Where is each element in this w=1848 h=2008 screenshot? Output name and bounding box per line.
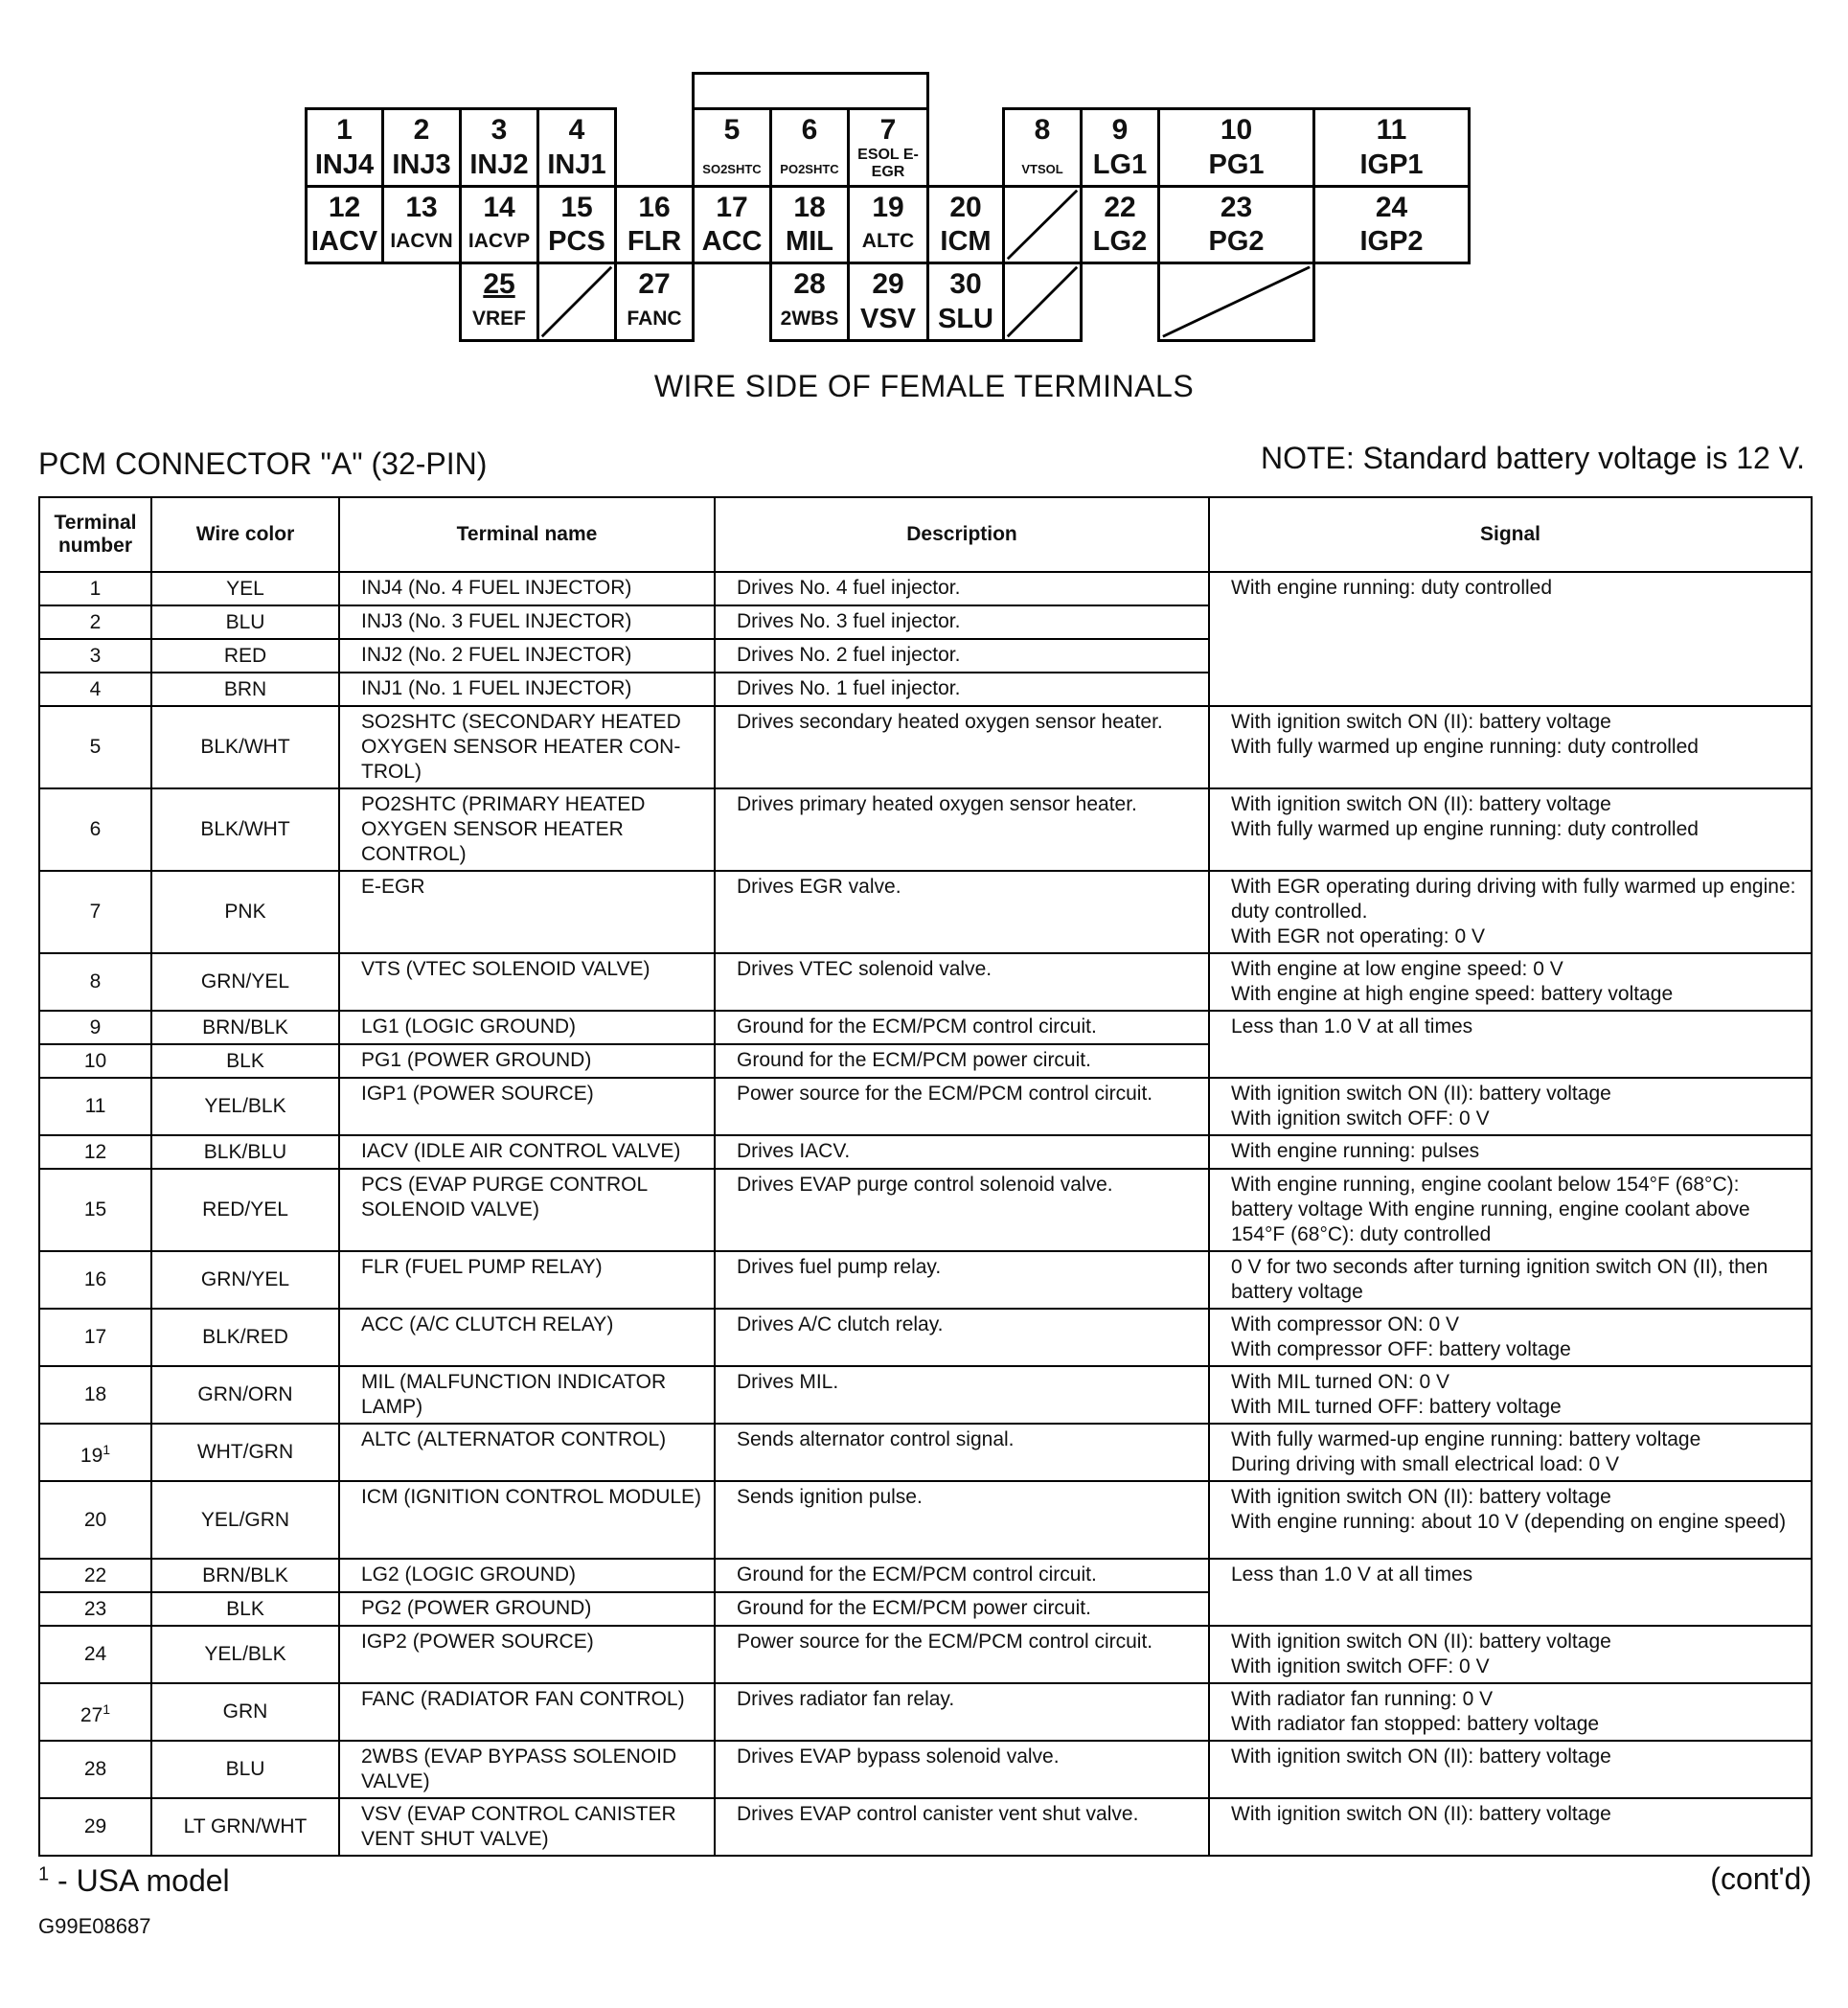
cell-terminal-name: LG2 (LOGIC GROUND) bbox=[339, 1559, 715, 1592]
cell-signal bbox=[1209, 953, 1812, 1011]
signal-line: With compressor ON: 0 V bbox=[1231, 1313, 1460, 1335]
cell-wire-color: GRN bbox=[151, 1683, 339, 1741]
table-row bbox=[39, 1078, 1812, 1135]
cell-terminal-number bbox=[39, 1011, 151, 1044]
table-row bbox=[39, 1011, 1812, 1044]
pin-26-unused bbox=[536, 262, 617, 342]
cell-signal bbox=[1209, 1011, 1812, 1078]
cell-terminal-number bbox=[39, 1559, 151, 1592]
cell-description: Drives No. 2 fuel injector. bbox=[715, 639, 1209, 673]
cell-description: Drives No. 3 fuel injector. bbox=[715, 605, 1209, 639]
terminal-number-value: 29 bbox=[83, 1815, 107, 1837]
cell-wire-color: YEL/GRN bbox=[151, 1481, 339, 1559]
connector-title: PCM CONNECTOR "A" (32-PIN) bbox=[38, 446, 488, 481]
cell-description: Drives primary heated oxygen sensor heater. bbox=[715, 788, 1209, 871]
pin-20: 20 ICM bbox=[926, 185, 1005, 264]
signal-line: Less than 1.0 V at all times bbox=[1231, 1015, 1473, 1038]
cell-wire-color: BLK/WHT bbox=[151, 788, 339, 871]
terminal-table bbox=[38, 496, 1813, 1857]
cell-signal bbox=[1209, 1683, 1812, 1741]
signal-line: With engine at low engine speed: 0 V bbox=[1231, 958, 1563, 980]
signal-line: With MIL turned OFF: battery voltage bbox=[1231, 1396, 1562, 1418]
terminal-number-value: 19 bbox=[80, 1444, 103, 1467]
signal-line: With EGR operating during driving with fully warmed up engine: duty controlled. bbox=[1231, 876, 1796, 923]
cell-terminal-number bbox=[39, 1741, 151, 1798]
terminal-number-value: 11 bbox=[84, 1095, 106, 1117]
cell-terminal-number bbox=[39, 1798, 151, 1856]
pin-18: 18 MIL bbox=[769, 185, 850, 264]
pin-14: 14 IACVP bbox=[459, 185, 539, 264]
signal-line: With fully warmed up engine running: duty controlled bbox=[1231, 818, 1699, 840]
cell-signal bbox=[1209, 1078, 1812, 1135]
pin-27: 27 FANC bbox=[614, 262, 695, 342]
table-row bbox=[39, 1135, 1812, 1169]
cell-signal bbox=[1209, 871, 1812, 953]
cell-wire-color: PNK bbox=[151, 871, 339, 953]
pin-23: 23 PG2 bbox=[1157, 185, 1315, 264]
pin-32-unused bbox=[1157, 262, 1315, 342]
cell-terminal-number bbox=[39, 1169, 151, 1251]
pin-25: 25 VREF bbox=[459, 262, 539, 342]
cell-description: Sends alternator control signal. bbox=[715, 1424, 1209, 1481]
pin-9: 9 LG1 bbox=[1080, 107, 1160, 188]
cell-terminal-number bbox=[39, 1251, 151, 1309]
continued-label: (cont'd) bbox=[1710, 1861, 1812, 1896]
signal-line: With ignition switch OFF: 0 V bbox=[1231, 1107, 1490, 1130]
cell-description: Drives No. 1 fuel injector. bbox=[715, 673, 1209, 706]
terminal-number-value: 6 bbox=[89, 818, 102, 840]
cell-terminal-name: SO2SHTC (SECONDARY HEATED OXYGEN SENSOR HEATER CON- TROL) bbox=[339, 706, 715, 788]
cell-description: Drives radiator fan relay. bbox=[715, 1683, 1209, 1741]
pin-6: 6 PO2SHTC bbox=[769, 107, 850, 188]
cell-terminal-number bbox=[39, 673, 151, 706]
cell-terminal-number bbox=[39, 1481, 151, 1559]
pin-22: 22 LG2 bbox=[1080, 185, 1160, 264]
cell-terminal-name: E-EGR bbox=[339, 871, 715, 953]
pin-29: 29 VSV bbox=[847, 262, 929, 342]
signal-line: With radiator fan running: 0 V bbox=[1231, 1688, 1494, 1710]
signal-line: With ignition switch ON (II): battery voltage bbox=[1231, 1486, 1611, 1508]
cell-description: Power source for the ECM/PCM control circuit. bbox=[715, 1078, 1209, 1135]
terminal-number-value: 18 bbox=[83, 1383, 107, 1405]
cell-terminal-name: PCS (EVAP PURGE CONTROL SOLENOID VALVE) bbox=[339, 1169, 715, 1251]
cell-terminal-number bbox=[39, 871, 151, 953]
cell-terminal-name: IGP2 (POWER SOURCE) bbox=[339, 1626, 715, 1683]
cell-wire-color: BRN/BLK bbox=[151, 1559, 339, 1592]
pin-31-unused bbox=[1002, 262, 1083, 342]
cell-description: Drives EGR valve. bbox=[715, 871, 1209, 953]
signal-line: With EGR not operating: 0 V bbox=[1231, 925, 1485, 947]
table-row bbox=[39, 1366, 1812, 1424]
terminal-number-value: 7 bbox=[89, 901, 102, 923]
header-terminal-name: Terminal name bbox=[339, 497, 715, 572]
cell-description: Drives EVAP purge control solenoid valve. bbox=[715, 1169, 1209, 1251]
cell-description: Drives IACV. bbox=[715, 1135, 1209, 1169]
cell-terminal-number bbox=[39, 953, 151, 1011]
pin-30: 30 SLU bbox=[926, 262, 1005, 342]
cell-description: Drives VTEC solenoid valve. bbox=[715, 953, 1209, 1011]
signal-line: With ignition switch OFF: 0 V bbox=[1231, 1655, 1490, 1677]
terminal-number-value: 2 bbox=[89, 610, 102, 633]
cell-terminal-name: VSV (EVAP CONTROL CANISTER VENT SHUT VALVE) bbox=[339, 1798, 715, 1856]
cell-signal bbox=[1209, 788, 1812, 871]
cell-terminal-name: FANC (RADIATOR FAN CONTROL) bbox=[339, 1683, 715, 1741]
pin-15: 15 PCS bbox=[536, 185, 617, 264]
terminal-number-value: 4 bbox=[89, 677, 102, 700]
cell-terminal-name: LG1 (LOGIC GROUND) bbox=[339, 1011, 715, 1044]
cell-terminal-name: ACC (A/C CLUTCH RELAY) bbox=[339, 1309, 715, 1366]
cell-terminal-name: IACV (IDLE AIR CONTROL VALVE) bbox=[339, 1135, 715, 1169]
cell-description: Drives EVAP control canister vent shut valve. bbox=[715, 1798, 1209, 1856]
cell-terminal-number bbox=[39, 1366, 151, 1424]
cell-terminal-number bbox=[39, 1078, 151, 1135]
cell-description: Ground for the ECM/PCM power circuit. bbox=[715, 1592, 1209, 1626]
connector-diagram bbox=[0, 0, 1848, 403]
signal-line: Less than 1.0 V at all times bbox=[1231, 1563, 1473, 1586]
cell-description: Sends ignition pulse. bbox=[715, 1481, 1209, 1559]
signal-line: With engine running: duty controlled bbox=[1231, 577, 1553, 599]
cell-description: Drives A/C clutch relay. bbox=[715, 1309, 1209, 1366]
pin-5: 5 SO2SHTC bbox=[692, 107, 772, 188]
terminal-number-value: 20 bbox=[83, 1508, 107, 1531]
cell-description: Ground for the ECM/PCM power circuit. bbox=[715, 1044, 1209, 1078]
signal-line: During driving with small electrical load: 0 V bbox=[1231, 1453, 1619, 1475]
cell-signal bbox=[1209, 706, 1812, 788]
table-row bbox=[39, 1741, 1812, 1798]
footnote bbox=[38, 1863, 230, 1899]
cell-terminal-name: ICM (IGNITION CONTROL MODULE) bbox=[339, 1481, 715, 1559]
pin-10: 10 PG1 bbox=[1157, 107, 1315, 188]
cell-terminal-number bbox=[39, 572, 151, 605]
cell-wire-color: BLK/WHT bbox=[151, 706, 339, 788]
cell-terminal-number bbox=[39, 605, 151, 639]
cell-signal bbox=[1209, 1741, 1812, 1798]
terminal-number-value: 24 bbox=[83, 1643, 107, 1665]
pin-12: 12 IACV bbox=[305, 185, 384, 264]
terminal-number-value: 22 bbox=[83, 1563, 107, 1586]
signal-line: With fully warmed up engine running: duty controlled bbox=[1231, 736, 1699, 758]
terminal-number-value: 12 bbox=[83, 1140, 107, 1163]
terminal-number-value: 16 bbox=[83, 1268, 107, 1290]
cell-wire-color: YEL bbox=[151, 572, 339, 605]
signal-line: With engine running: pulses bbox=[1231, 1140, 1480, 1162]
table-row bbox=[39, 953, 1812, 1011]
cell-description: Ground for the ECM/PCM control circuit. bbox=[715, 1011, 1209, 1044]
cell-wire-color: GRN/YEL bbox=[151, 953, 339, 1011]
footnote-ref: 1 bbox=[103, 1700, 111, 1717]
cell-terminal-name: PG1 (POWER GROUND) bbox=[339, 1044, 715, 1078]
signal-line: With ignition switch ON (II): battery voltage bbox=[1231, 1803, 1611, 1825]
header-signal: Signal bbox=[1209, 497, 1812, 572]
cell-terminal-number bbox=[39, 1683, 151, 1741]
cell-terminal-number bbox=[39, 1592, 151, 1626]
terminal-number-value: 1 bbox=[89, 577, 102, 600]
cell-description: Drives secondary heated oxygen sensor heater. bbox=[715, 706, 1209, 788]
table-row bbox=[39, 1251, 1812, 1309]
cell-terminal-name: VTS (VTEC SOLENOID VALVE) bbox=[339, 953, 715, 1011]
cell-terminal-number bbox=[39, 706, 151, 788]
connector-caption: WIRE SIDE OF FEMALE TERMINALS bbox=[653, 369, 1195, 403]
pin-19: 19 ALTC bbox=[847, 185, 929, 264]
header-wire-color: Wire color bbox=[151, 497, 339, 572]
pin-17: 17 ACC bbox=[692, 185, 772, 264]
pin-2: 2 INJ3 bbox=[381, 107, 462, 188]
cell-wire-color: GRN/ORN bbox=[151, 1366, 339, 1424]
cell-wire-color: BLK bbox=[151, 1044, 339, 1078]
cell-wire-color: BLK/BLU bbox=[151, 1135, 339, 1169]
table-row bbox=[39, 1481, 1812, 1559]
table-row bbox=[39, 1798, 1812, 1856]
cell-wire-color: WHT/GRN bbox=[151, 1424, 339, 1481]
cell-wire-color: GRN/YEL bbox=[151, 1251, 339, 1309]
table-header-row bbox=[39, 497, 1812, 572]
cell-description: Power source for the ECM/PCM control circuit. bbox=[715, 1626, 1209, 1683]
cell-wire-color: BRN bbox=[151, 673, 339, 706]
table-row bbox=[39, 1683, 1812, 1741]
terminal-number-value: 3 bbox=[89, 644, 102, 667]
cell-terminal-number bbox=[39, 1626, 151, 1683]
cell-signal bbox=[1209, 1798, 1812, 1856]
cell-signal bbox=[1209, 1626, 1812, 1683]
cell-description: Drives MIL. bbox=[715, 1366, 1209, 1424]
table-row bbox=[39, 706, 1812, 788]
pin-24: 24 IGP2 bbox=[1312, 185, 1471, 264]
cell-wire-color: LT GRN/WHT bbox=[151, 1798, 339, 1856]
cell-description: Ground for the ECM/PCM control circuit. bbox=[715, 1559, 1209, 1592]
cell-terminal-number bbox=[39, 639, 151, 673]
terminal-number-value: 17 bbox=[83, 1326, 107, 1348]
pin-11: 11 IGP1 bbox=[1312, 107, 1471, 188]
signal-line: With ignition switch ON (II): battery voltage bbox=[1231, 1631, 1611, 1653]
terminal-number-value: 5 bbox=[89, 736, 102, 758]
signal-line: With ignition switch ON (II): battery voltage bbox=[1231, 793, 1611, 815]
cell-wire-color: YEL/BLK bbox=[151, 1078, 339, 1135]
connector-key-tab bbox=[692, 72, 929, 110]
signal-line: 0 V for two seconds after turning ignition switch ON (II), then battery voltage bbox=[1231, 1256, 1768, 1303]
cell-terminal-name: INJ4 (No. 4 FUEL INJECTOR) bbox=[339, 572, 715, 605]
cell-terminal-name: 2WBS (EVAP BYPASS SOLENOID VALVE) bbox=[339, 1741, 715, 1798]
pin-7: 7 ESOL E-EGR bbox=[847, 107, 929, 188]
terminal-number-value: 23 bbox=[83, 1597, 107, 1620]
cell-signal bbox=[1209, 1559, 1812, 1626]
cell-terminal-name: INJ1 (No. 1 FUEL INJECTOR) bbox=[339, 673, 715, 706]
terminal-number-value: 9 bbox=[89, 1015, 102, 1038]
cell-wire-color: BRN/BLK bbox=[151, 1011, 339, 1044]
signal-line: With fully warmed-up engine running: battery voltage bbox=[1231, 1428, 1701, 1450]
header-terminal-number: Terminal number bbox=[39, 497, 151, 572]
signal-line: With compressor OFF: battery voltage bbox=[1231, 1338, 1571, 1360]
signal-line: With ignition switch ON (II): battery voltage bbox=[1231, 1746, 1611, 1768]
cell-signal bbox=[1209, 1169, 1812, 1251]
cell-terminal-number bbox=[39, 1424, 151, 1481]
cell-wire-color: BLK/RED bbox=[151, 1309, 339, 1366]
cell-terminal-name: IGP1 (POWER SOURCE) bbox=[339, 1078, 715, 1135]
pin-3: 3 INJ2 bbox=[459, 107, 539, 188]
signal-line: With MIL turned ON: 0 V bbox=[1231, 1371, 1449, 1393]
cell-wire-color: BLU bbox=[151, 1741, 339, 1798]
table-row bbox=[39, 1626, 1812, 1683]
table-row bbox=[39, 1309, 1812, 1366]
table-row bbox=[39, 1559, 1812, 1592]
terminal-number-value: 27 bbox=[80, 1703, 103, 1726]
cell-wire-color: RED/YEL bbox=[151, 1169, 339, 1251]
cell-signal bbox=[1209, 1424, 1812, 1481]
pin-16: 16 FLR bbox=[614, 185, 695, 264]
signal-line: With radiator fan stopped: battery voltage bbox=[1231, 1713, 1600, 1735]
battery-voltage-note: NOTE: Standard battery voltage is 12 V. bbox=[1260, 441, 1805, 475]
terminal-number-value: 8 bbox=[89, 970, 102, 993]
cell-wire-color: YEL/BLK bbox=[151, 1626, 339, 1683]
table-row bbox=[39, 1169, 1812, 1251]
table-row bbox=[39, 871, 1812, 953]
cell-terminal-name: PG2 (POWER GROUND) bbox=[339, 1592, 715, 1626]
table-row bbox=[39, 1424, 1812, 1481]
pin-1: 1 INJ4 bbox=[305, 107, 384, 188]
footnote-ref: 1 bbox=[103, 1441, 111, 1457]
cell-terminal-name: PO2SHTC (PRIMARY HEATED OXYGEN SENSOR HEATER CONTROL) bbox=[339, 788, 715, 871]
cell-description: Drives fuel pump relay. bbox=[715, 1251, 1209, 1309]
table-body bbox=[39, 572, 1812, 1856]
terminal-number-value: 15 bbox=[83, 1198, 107, 1221]
terminal-number-value: 28 bbox=[83, 1758, 107, 1780]
pin-28: 28 2WBS bbox=[769, 262, 850, 342]
cell-signal bbox=[1209, 1309, 1812, 1366]
table-row bbox=[39, 572, 1812, 605]
footnote-text: - USA model bbox=[49, 1863, 230, 1898]
signal-line: With engine running, engine coolant below 154°F (68°C): battery voltage With engine running, engine coolant above 154°F (68°C): duty controlled bbox=[1231, 1174, 1750, 1245]
cell-terminal-name: ALTC (ALTERNATOR CONTROL) bbox=[339, 1424, 715, 1481]
cell-signal bbox=[1209, 1135, 1812, 1169]
cell-wire-color: BLU bbox=[151, 605, 339, 639]
header-description: Description bbox=[715, 497, 1209, 572]
table-row bbox=[39, 788, 1812, 871]
cell-signal bbox=[1209, 1366, 1812, 1424]
signal-line: With engine at high engine speed: battery voltage bbox=[1231, 983, 1674, 1005]
cell-terminal-name: FLR (FUEL PUMP RELAY) bbox=[339, 1251, 715, 1309]
pin-4: 4 INJ1 bbox=[536, 107, 617, 188]
cell-signal bbox=[1209, 1481, 1812, 1559]
signal-line: With ignition switch ON (II): battery voltage bbox=[1231, 711, 1611, 733]
footnote-mark: 1 bbox=[38, 1863, 50, 1885]
cell-terminal-number bbox=[39, 1135, 151, 1169]
pin-21-unused bbox=[1002, 185, 1083, 264]
cell-terminal-number bbox=[39, 1309, 151, 1366]
signal-line: With ignition switch ON (II): battery voltage bbox=[1231, 1083, 1611, 1105]
cell-terminal-name: INJ2 (No. 2 FUEL INJECTOR) bbox=[339, 639, 715, 673]
cell-description: Drives EVAP bypass solenoid valve. bbox=[715, 1741, 1209, 1798]
pin-8: 8 VTSOL bbox=[1002, 107, 1083, 188]
terminal-number-value: 10 bbox=[83, 1049, 107, 1072]
cell-terminal-name: MIL (MALFUNCTION INDICATOR LAMP) bbox=[339, 1366, 715, 1424]
cell-signal bbox=[1209, 1251, 1812, 1309]
cell-description: Drives No. 4 fuel injector. bbox=[715, 572, 1209, 605]
cell-terminal-number bbox=[39, 1044, 151, 1078]
cell-wire-color: BLK bbox=[151, 1592, 339, 1626]
signal-line: With engine running: about 10 V (depending on engine speed) bbox=[1231, 1511, 1787, 1533]
figure-id: G99E08687 bbox=[38, 1914, 151, 1938]
cell-wire-color: RED bbox=[151, 639, 339, 673]
cell-terminal-name: INJ3 (No. 3 FUEL INJECTOR) bbox=[339, 605, 715, 639]
cell-terminal-number bbox=[39, 788, 151, 871]
cell-signal bbox=[1209, 572, 1812, 706]
pin-13: 13 IACVN bbox=[381, 185, 462, 264]
